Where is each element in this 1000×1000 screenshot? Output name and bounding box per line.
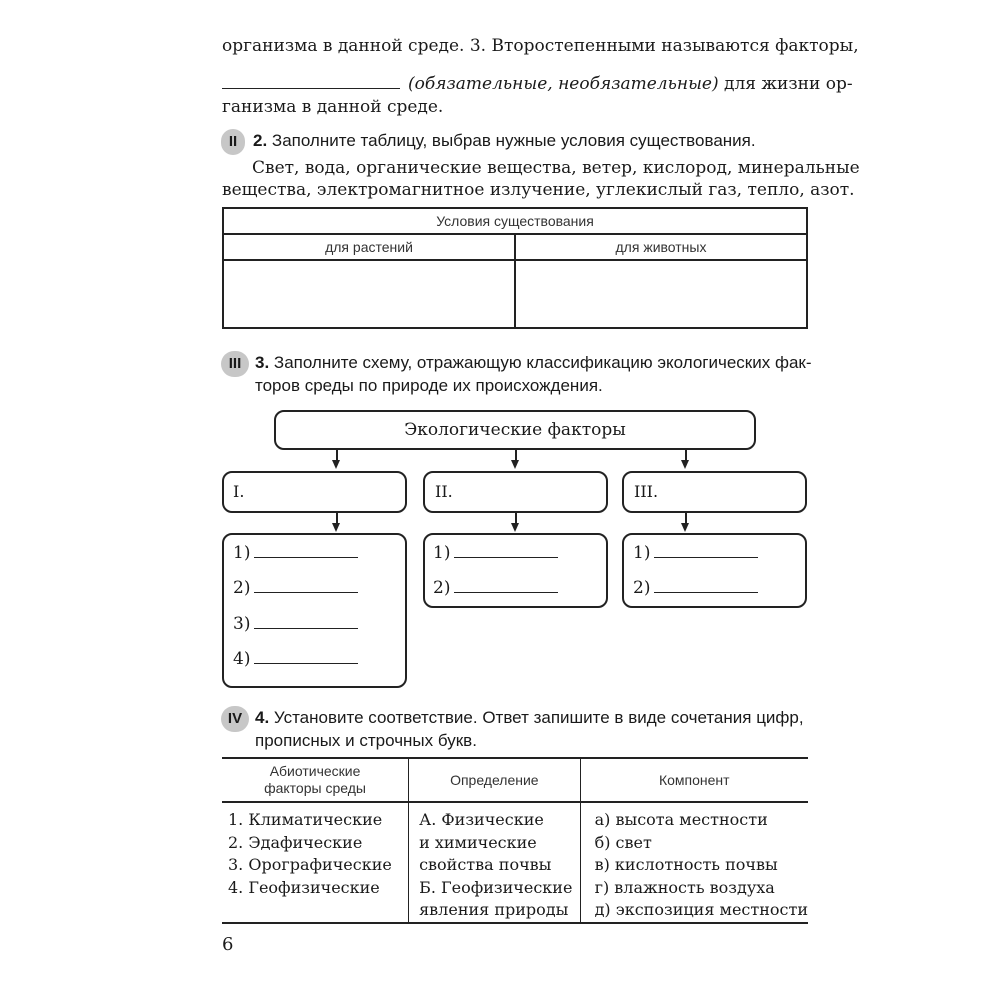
conditions-table-header: Условия существования <box>223 208 807 234</box>
intro-line-3: ганизма в данной среде. <box>222 97 444 117</box>
task2-text: Заполните таблицу, выбрав нужные условия существования. <box>271 131 756 150</box>
definition-column <box>409 802 581 923</box>
level-badge-3: III <box>221 351 249 377</box>
slot-number: 2) <box>633 578 651 598</box>
answer-blank[interactable] <box>222 74 400 89</box>
level-badge-2: II <box>221 129 245 155</box>
slot-blank[interactable] <box>454 578 558 593</box>
task2-options-line-1: Свет, вода, органические вещества, ветер, кислород, минеральные <box>252 158 860 178</box>
arrow-down-icon <box>681 460 689 469</box>
group-box-1[interactable] <box>222 471 407 513</box>
slot-item[interactable] <box>233 578 358 598</box>
slot-number: 1) <box>633 543 651 563</box>
task3-text-1: Заполните схему, отражающую классификацию экологических фак- <box>273 353 812 372</box>
slot-number: 3) <box>233 614 251 634</box>
arrow-down-icon <box>681 523 689 532</box>
slot-blank[interactable] <box>254 578 358 593</box>
definition-line: и химические <box>419 832 537 852</box>
header-component: Компонент <box>580 758 808 802</box>
slot-blank[interactable] <box>254 649 358 664</box>
scheme-root-label: Экологические факторы <box>404 420 626 440</box>
slot-item[interactable] <box>233 614 358 634</box>
slot-item[interactable] <box>433 543 558 563</box>
intro-line-2-rest: для жизни ор- <box>718 74 853 94</box>
slot-blank[interactable] <box>254 614 358 629</box>
intro-line-2-paren: (обязательные, необязательные) <box>408 74 719 94</box>
component-item: г) влажность воздуха <box>594 877 775 897</box>
arrow-down-icon <box>511 460 519 469</box>
conditions-col-plants: для растений <box>223 234 515 260</box>
component-column <box>580 802 808 923</box>
definition-line: свойства почвы <box>419 855 552 874</box>
task4-text-1: Установите соответствие. Ответ запишите в виде сочетания цифр, <box>273 708 804 727</box>
task2-number: 2. <box>253 131 268 150</box>
task3-number: 3. <box>255 353 270 372</box>
matching-table <box>222 757 808 924</box>
slot-item[interactable] <box>233 649 358 669</box>
definition-line: Б. Геофизические <box>419 877 573 897</box>
definition-line: А. Физические <box>419 810 544 829</box>
slot-item[interactable] <box>433 578 558 598</box>
slot-item[interactable] <box>233 543 358 563</box>
component-item: а) высота местности <box>594 810 768 829</box>
task2-options-line-2: вещества, электромагнитное излучение, углекислый газ, тепло, азот. <box>222 180 855 200</box>
conditions-cell-plants[interactable] <box>223 260 515 328</box>
conditions-cell-animals[interactable] <box>515 260 807 328</box>
header-definition: Определение <box>409 758 581 802</box>
slot-number: 2) <box>233 578 251 598</box>
task3-heading-line-1 <box>255 353 812 373</box>
slot-number: 1) <box>433 543 451 563</box>
factor-item: 2. Эдафические <box>228 832 363 852</box>
factor-item: 4. Геофизические <box>228 877 380 897</box>
conditions-col-animals: для животных <box>515 234 807 260</box>
factor-item: 1. Климатические <box>228 810 383 829</box>
task3-heading-line-2: торов среды по природе их происхождения. <box>255 376 603 395</box>
intro-line-2 <box>222 74 853 94</box>
task4-number: 4. <box>255 708 270 727</box>
task4-heading-line-1 <box>255 708 804 728</box>
definition-line: явления природы <box>419 900 569 919</box>
slot-blank[interactable] <box>454 543 558 558</box>
intro-line-1: организма в данной среде. 3. Второстепенными называются факторы, <box>222 36 859 56</box>
factors-column <box>222 802 409 923</box>
slot-number: 1) <box>233 543 251 563</box>
component-item: б) свет <box>594 832 652 852</box>
slot-number: 2) <box>433 578 451 598</box>
task4-heading-line-2: прописных и строчных букв. <box>255 731 477 750</box>
group-label-3: III. <box>634 482 659 501</box>
slot-item[interactable] <box>633 578 758 598</box>
slot-number: 4) <box>233 649 251 669</box>
factor-item: 3. Орографические <box>228 855 392 874</box>
component-item: д) экспозиция местности <box>594 900 808 919</box>
arrow-down-icon <box>332 460 340 469</box>
slot-blank[interactable] <box>654 578 758 593</box>
slot-item[interactable] <box>633 543 758 563</box>
slot-blank[interactable] <box>254 543 358 558</box>
task2-heading <box>253 131 756 151</box>
slot-blank[interactable] <box>654 543 758 558</box>
arrow-down-icon <box>511 523 519 532</box>
page-number: 6 <box>222 934 234 955</box>
arrow-down-icon <box>332 523 340 532</box>
group-label-2: II. <box>435 482 453 501</box>
conditions-table <box>222 207 808 329</box>
header-factors: Абиотические факторы среды <box>222 758 409 802</box>
component-item: в) кислотность почвы <box>594 855 778 874</box>
group-label-1: I. <box>233 482 245 501</box>
level-badge-4: IV <box>221 706 249 732</box>
